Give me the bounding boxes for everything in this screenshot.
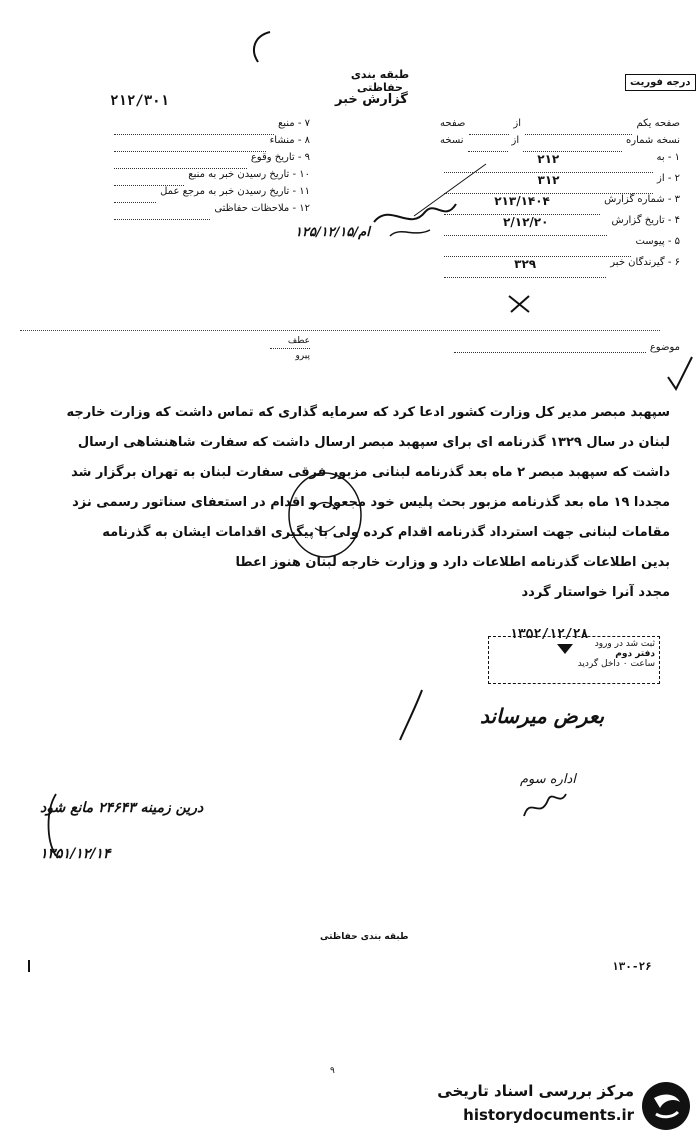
- field-from: ۲ - از ۳۱۲: [440, 173, 680, 194]
- watermark-title: مرکز بررسی اسناد تاریخی: [437, 1082, 634, 1100]
- field-origin: ۸ - منشاء: [110, 135, 310, 152]
- field-attachment: ۵ - پیوست: [440, 236, 680, 257]
- stamp-line: دفتر دوم: [615, 649, 655, 659]
- body-line: سپهبد مبصر مدیر کل وزارت کشور ادعا کرد که سرمایه گذاری که تماس داشت که وزارت خارجه: [66, 405, 670, 420]
- stamp-line: ساعت ۰ داخل گردید: [577, 659, 655, 669]
- urgency-label: درجه فوریت: [625, 74, 696, 91]
- circular-seal-icon: [285, 470, 365, 560]
- pen-stroke-icon: [392, 686, 432, 746]
- field-received-source: ۱۰ - تاریخ رسیدن خبر به منبع: [110, 169, 310, 186]
- field-security-notes: ۱۲ - ملاحظات حفاظتی: [110, 203, 310, 220]
- field-recipients: ۶ - گیرندگان خبر ۳۲۹: [440, 257, 680, 278]
- signature-label: اداره سوم: [520, 772, 576, 787]
- field-source: ۷ - منبع: [110, 118, 310, 135]
- body-line: بدین اطلاعات گذرنامه اطلاعات دارد و وزارت خارجه لبنان هنوز اعطا: [235, 555, 670, 570]
- body-line: لبنان در سال ۱۳۲۹ گذرنامه ای برای سپهبد مبصر ارسال داشت که سفارت شاهنشاهی ارسال: [77, 435, 670, 450]
- body-line: داشت که سپهبد مبصر ۲ ماه بعد گذرنامه لبنانی مزبور فرقی سفارت لبنان به تهران برگزار شد: [71, 465, 670, 480]
- follow-label: پیرو: [295, 351, 310, 361]
- field-page: صفحه یکم از صفحه: [440, 118, 680, 135]
- document-number: ۲۱۲/۳۰۱: [110, 93, 170, 109]
- left-fields: [110, 118, 310, 220]
- body-line: مجددا ۱۹ ماه بعد گذرنامه مزبور بحث پلیس خود مجعول و اقدام در استعفای سناتور رسمی نزد: [72, 495, 670, 510]
- body-text: [66, 398, 670, 608]
- bracket-mark-icon: [40, 790, 60, 860]
- signature-scribble-icon: [520, 786, 570, 826]
- classification-top: طبقه بندی حفاظتی: [350, 68, 410, 94]
- field-report-date: ۴ - تاریخ گزارش ۲/۱۲/۲۰: [440, 215, 680, 236]
- left-edge-mark: [28, 960, 30, 972]
- field-event-date: ۹ - تاریخ وقوع: [110, 152, 310, 169]
- body-line: مقامات لبنانی جهت استرداد گذرنامه اقدام کرده ولی با پیگیری اقدامات ایشان به گذرنامه: [102, 525, 670, 540]
- security-notes-handwritten: ۱۲۵/ام/۱۲/۱۵: [295, 225, 370, 240]
- classification-bottom: طبقه بندی حفاظتی: [320, 932, 409, 942]
- archive-logo-icon: [640, 1080, 692, 1132]
- handwritten-note: بعرض میرساند: [480, 704, 605, 728]
- ref-label: عطف: [270, 334, 310, 349]
- form-code: ۱۳۰-۲۶: [612, 960, 652, 973]
- reference-labels: [270, 334, 310, 363]
- report-title: گزارش خبر: [335, 92, 408, 107]
- stamp-arrow-icon: [555, 642, 575, 656]
- field-copy: نسخه شماره از نسخه: [440, 135, 680, 152]
- page-mark: ۹: [330, 1066, 335, 1076]
- body-line: مجدد آنرا خواستار گردد: [521, 585, 670, 600]
- field-report-number: ۳ - شماره گزارش ۲۱۳/۱۴۰۴: [440, 194, 680, 215]
- watermark: [410, 1078, 694, 1134]
- margin-scribble-icon: [240, 28, 280, 68]
- date-stamp: ۱۳۵۲/۱۲/۲۸: [510, 627, 589, 642]
- field-to: ۱ - به ۲۱۲: [440, 152, 680, 173]
- field-received-action: ۱۱ - تاریخ رسیدن خبر به مرجع عمل: [110, 186, 310, 203]
- stamp-line: ثبت شد در ورود: [594, 639, 655, 649]
- watermark-url: historydocuments.ir: [463, 1106, 634, 1124]
- check-mark-icon: [664, 355, 694, 395]
- diagonal-line-icon: [410, 160, 490, 220]
- horizontal-rule: [20, 330, 660, 331]
- cross-mark-icon: [505, 292, 535, 316]
- left-note-line1: درین زمینه ۲۴۶۴۳ مانع شود: [40, 800, 204, 816]
- left-note-line2: ۱۳۵۱/۱۲/۱۴: [40, 846, 111, 862]
- subject-line: موضوع: [450, 342, 680, 353]
